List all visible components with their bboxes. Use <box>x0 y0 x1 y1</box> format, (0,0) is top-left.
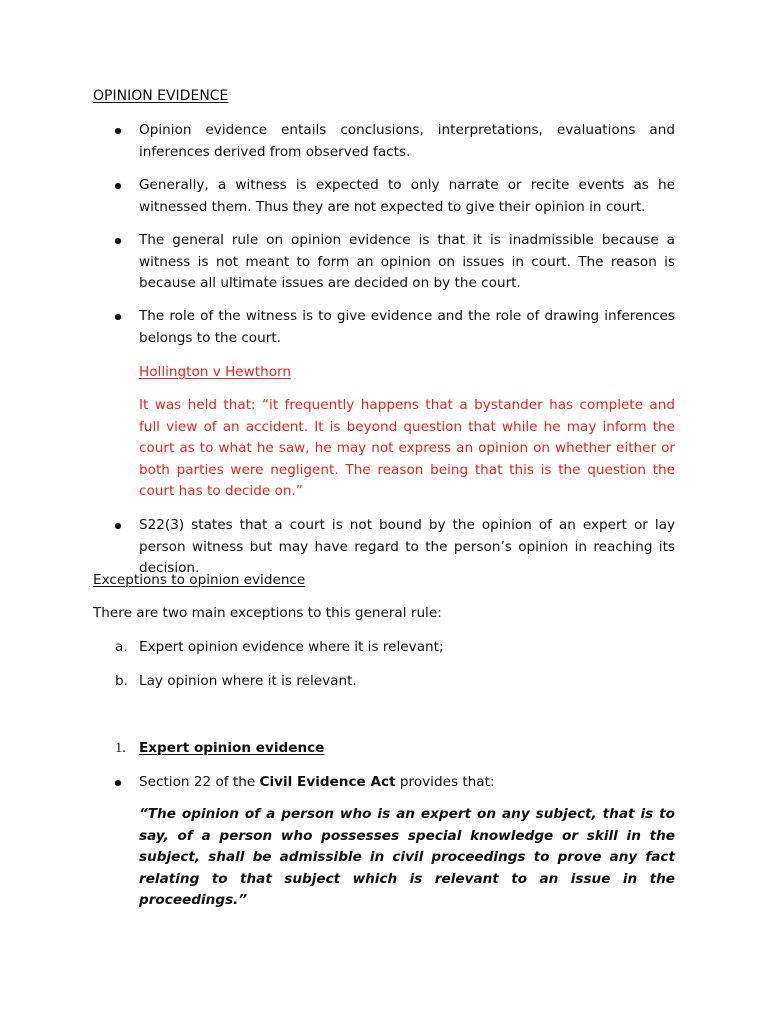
s22-paragraph: S22(3) states that a court is not bound by the opinion of an expert or lay person witness but may have regard to the person’s opinion in reaching its decision. <box>139 517 675 576</box>
list-marker-a: a. <box>115 639 128 655</box>
exception-item-a: Expert opinion evidence where it is relevant; <box>139 639 444 655</box>
bullet-icon <box>115 238 121 244</box>
bullet-icon <box>115 314 121 320</box>
bullet-icon <box>115 183 121 189</box>
bullet-icon <box>115 523 121 529</box>
exception-item-b: Lay opinion where it is relevant. <box>139 673 357 689</box>
exceptions-intro: There are two main exceptions to this general rule: <box>93 605 442 621</box>
section-bullet-post: provides that: <box>395 774 495 790</box>
bullet-icon <box>115 780 121 786</box>
page-title: OPINION EVIDENCE <box>93 88 229 104</box>
list-marker-b: b. <box>115 673 128 689</box>
statute-quote: “The opinion of a person who is an expert on any subject, that is to say, of a person who possesses special knowledge or skill in the subject, shall be admissible in civil proceedings to prove any fact relating to that subject which is relevant to an issue in the proceedings.” <box>139 806 675 908</box>
exceptions-heading: Exceptions to opinion evidence <box>93 572 306 588</box>
section-bullet-pre: Section 22 of the <box>139 774 260 790</box>
bullet-paragraph-1: Opinion evidence entails conclusions, interpretations, evaluations and inferences derived from observed facts. <box>139 122 675 160</box>
section-number: 1. <box>115 740 126 756</box>
act-name: Civil Evidence Act <box>259 774 396 790</box>
case-name: Hollington v Hewthorn <box>139 364 291 380</box>
bullet-paragraph-4: The role of the witness is to give evidence and the role of drawing inferences belongs to the court. <box>139 308 675 346</box>
section-bullet <box>139 772 675 794</box>
bullet-paragraph-2: Generally, a witness is expected to only narrate or recite events as he witnessed them. Thus they are not expected to give their opinion in court. <box>139 177 675 215</box>
case-quote: It was held that: “it frequently happens that a bystander has complete and full view of an accident. It is beyond question that while he may inform the court as to what he saw, he may not express an opinion on whether either or both parties were negligent. The reason being that this is the question the court has to decide on.” <box>139 397 675 499</box>
bullet-paragraph-3: The general rule on opinion evidence is that it is inadmissible because a witness is not meant to form an opinion on issues in court. The reason is because all ultimate issues are decided on by the court. <box>139 232 675 291</box>
bullet-icon <box>115 128 121 134</box>
section-heading: Expert opinion evidence <box>139 740 325 756</box>
